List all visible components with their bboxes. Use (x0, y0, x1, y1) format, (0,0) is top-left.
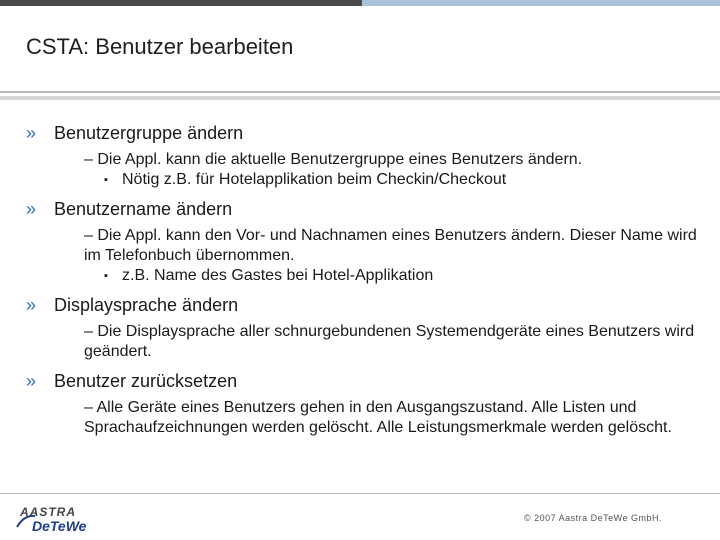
bullet-text: – Die Appl. kann die aktuelle Benutzergruppe eines Benutzers ändern. (84, 151, 583, 168)
bullet-marker: » (26, 371, 37, 391)
logo-text-aastra: AASTRA (20, 505, 76, 519)
bullet-marker: » (26, 295, 37, 315)
bullet-level3 (102, 266, 706, 286)
bullet-level1 (26, 368, 706, 394)
header-bar-accent (362, 0, 720, 6)
bullet-level2 (56, 322, 706, 362)
title-separator-shadow (0, 96, 720, 100)
bullet-level2 (56, 150, 706, 170)
bullet-heading: Benutzergruppe ändern (54, 123, 244, 143)
bullet-heading: Displaysprache ändern (54, 295, 239, 315)
bullet-level2 (56, 226, 706, 266)
bullet-subtext: z.B. Name des Gastes bei Hotel-Applikation (122, 267, 434, 284)
sub-bullet-marker: ▪ (104, 270, 108, 282)
bullet-heading: Benutzer zurücksetzen (54, 371, 238, 391)
bullet-text: – Die Displaysprache aller schnurgebundenen Systemendgeräte eines Benutzers wird geändert. (84, 323, 695, 360)
bullet-level3 (102, 170, 706, 190)
section-benutzergruppe (26, 120, 706, 190)
bullet-text: – Alle Geräte eines Benutzers gehen in den Ausgangszustand. Alle Listen und Sprachaufzeichnungen werden gelöscht. Alle Leistungsmerkmale werden gelöscht. (84, 399, 672, 436)
slide-content (26, 120, 706, 444)
bullet-level1 (26, 196, 706, 222)
sub-bullet-marker: ▪ (104, 174, 108, 186)
header-bar-dark (0, 0, 362, 6)
bullet-level2 (56, 398, 706, 438)
section-zuruecksetzen (26, 368, 706, 438)
copyright-notice: © 2007 Aastra DeTeWe GmbH. (524, 513, 663, 523)
section-benutzername (26, 196, 706, 286)
aastra-detewe-logo (16, 505, 126, 533)
bullet-subtext: Nötig z.B. für Hotelapplikation beim Checkin/Checkout (122, 171, 507, 188)
bullet-heading: Benutzername ändern (54, 199, 233, 219)
slide-title: CSTA: Benutzer bearbeiten (26, 34, 294, 59)
bullet-marker: » (26, 199, 37, 219)
bullet-text: – Die Appl. kann den Vor- und Nachnamen eines Benutzers ändern. Dieser Name wird im Telefonbuch übernommen. (84, 227, 697, 264)
section-displaysprache (26, 292, 706, 362)
logo-text-detewe: DeTeWe (32, 518, 87, 534)
footer-separator (0, 493, 720, 494)
title-separator (0, 91, 720, 93)
bullet-level1 (26, 120, 706, 146)
bullet-level1 (26, 292, 706, 318)
bullet-marker: » (26, 123, 37, 143)
